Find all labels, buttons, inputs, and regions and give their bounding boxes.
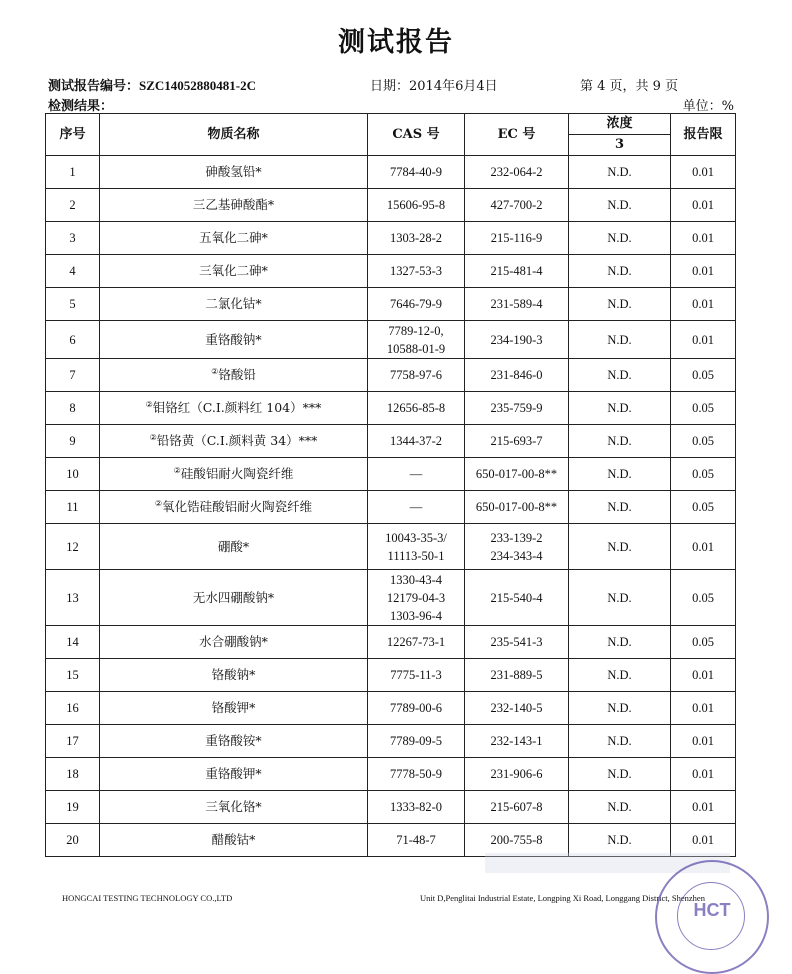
- cell-name: [100, 692, 368, 725]
- cell-ec: 427-700-2: [465, 189, 569, 222]
- cell-ec: 232-143-1: [465, 725, 569, 758]
- cell-name: [100, 222, 368, 255]
- table-row: [46, 758, 736, 791]
- cell-cas: 12656-85-8: [368, 392, 465, 425]
- cell-result: N.D.: [569, 791, 671, 824]
- cell-ec: 215-116-9: [465, 222, 569, 255]
- substance-name: 三乙基砷酸酯*: [192, 197, 275, 212]
- substance-name: 无水四硼酸钠*: [192, 589, 275, 605]
- substance-name: 砷酸氢铅*: [205, 164, 262, 179]
- company-seal: [655, 860, 769, 974]
- cell-no: 13: [46, 570, 100, 626]
- cell-limit: 0.05: [671, 626, 736, 659]
- table-row: [46, 392, 736, 425]
- substance-name: 铅铬黄（C.I.颜料黄 34）***: [156, 433, 318, 448]
- substance-name: 硼酸*: [217, 538, 250, 554]
- cell-name: [100, 425, 368, 458]
- table-row: [46, 570, 736, 626]
- cell-no: 7: [46, 359, 100, 392]
- cell-result: N.D.: [569, 570, 671, 626]
- seal-text: HCT: [693, 900, 731, 920]
- header-limit: 报告限: [671, 114, 736, 156]
- cell-result: N.D.: [569, 288, 671, 321]
- cell-ec: 231-589-4: [465, 288, 569, 321]
- table-row: [46, 156, 736, 189]
- results-meta: [48, 95, 734, 114]
- header-name: 物质名称: [100, 114, 368, 156]
- substance-name: 重铬酸铵*: [205, 733, 262, 748]
- cell-result: N.D.: [569, 359, 671, 392]
- cell-ec: 650-017-00-8**: [465, 458, 569, 491]
- cell-result: N.D.: [569, 524, 671, 570]
- substance-name: 氧化锆硅酸铝耐火陶瓷纤维: [162, 499, 313, 514]
- results-label: 检测结果：: [48, 99, 114, 114]
- cell-cas: 12267-73-1: [368, 626, 465, 659]
- cell-no: 16: [46, 692, 100, 725]
- cell-ec: 231-906-6: [465, 758, 569, 791]
- report-number: [48, 75, 256, 94]
- cell-name: [100, 359, 368, 392]
- cell-no: 11: [46, 491, 100, 524]
- cell-result: N.D.: [569, 692, 671, 725]
- results-table: [45, 113, 736, 857]
- report-number-label: 测试报告编号：: [48, 79, 140, 94]
- cell-ec: 650-017-00-8**: [465, 491, 569, 524]
- cell-name: [100, 626, 368, 659]
- substance-name: 三氧化二砷*: [199, 263, 268, 278]
- cell-ec: 215-607-8: [465, 791, 569, 824]
- footer-address: Unit D,Penglitai Industrial Estate, Longping Xi Road, Longgang District, Shenzhen: [420, 893, 705, 903]
- cell-name: [100, 392, 368, 425]
- cell-name: [100, 570, 368, 626]
- cell-cas: 7789-09-5: [368, 725, 465, 758]
- cell-no: 20: [46, 824, 100, 857]
- table-row: [46, 458, 736, 491]
- cell-cas: 7784-40-9: [368, 156, 465, 189]
- cell-ec: 234-190-3: [465, 321, 569, 359]
- cell-cas: 71-48-7: [368, 824, 465, 857]
- cell-name: [100, 156, 368, 189]
- cell-ec: 231-889-5: [465, 659, 569, 692]
- header-no: 序号: [46, 114, 100, 156]
- footer-company: HONGCAI TESTING TECHNOLOGY CO.,LTD: [62, 893, 233, 903]
- table-row: [46, 255, 736, 288]
- cell-name: [100, 725, 368, 758]
- cell-limit: 0.05: [671, 392, 736, 425]
- cell-limit: 0.01: [671, 222, 736, 255]
- cell-result: N.D.: [569, 425, 671, 458]
- table-row: [46, 425, 736, 458]
- cell-cas: 7646-79-9: [368, 288, 465, 321]
- cell-result: N.D.: [569, 458, 671, 491]
- cell-name: [100, 491, 368, 524]
- table-row: [46, 824, 736, 857]
- cell-name: [100, 791, 368, 824]
- cell-limit: 0.01: [671, 524, 736, 570]
- cell-limit: 0.05: [671, 491, 736, 524]
- cell-no: 12: [46, 524, 100, 570]
- substance-name: 三氧化铬*: [205, 799, 262, 814]
- table-row: [46, 524, 736, 570]
- cell-limit: 0.01: [671, 791, 736, 824]
- cell-limit: 0.05: [671, 570, 736, 626]
- cell-limit: 0.01: [671, 321, 736, 359]
- header-concentration: 浓度: [569, 114, 671, 135]
- cell-cas: 1303-28-2: [368, 222, 465, 255]
- cell-ec: 235-541-3: [465, 626, 569, 659]
- cell-limit: 0.05: [671, 359, 736, 392]
- cell-ec: 215-481-4: [465, 255, 569, 288]
- cell-ec: 215-693-7: [465, 425, 569, 458]
- substance-name: 重铬酸钾*: [205, 766, 262, 781]
- cell-limit: 0.01: [671, 692, 736, 725]
- report-number-value: SZC14052880481-2C: [139, 78, 257, 93]
- footnote-marker: ②: [173, 465, 181, 475]
- cell-ec: 215-540-4: [465, 570, 569, 626]
- cell-no: 8: [46, 392, 100, 425]
- cell-cas: 7758-97-6: [368, 359, 465, 392]
- cell-no: 15: [46, 659, 100, 692]
- cell-no: 10: [46, 458, 100, 491]
- cell-limit: 0.05: [671, 458, 736, 491]
- cell-no: 2: [46, 189, 100, 222]
- table-body: [46, 156, 736, 857]
- cell-name: [100, 758, 368, 791]
- cell-no: 4: [46, 255, 100, 288]
- substance-name: 水合硼酸钠*: [199, 634, 268, 649]
- table-row: [46, 692, 736, 725]
- substance-name: 铬酸铅: [218, 367, 256, 382]
- cell-name: [100, 824, 368, 857]
- cell-result: N.D.: [569, 189, 671, 222]
- cell-name: [100, 659, 368, 692]
- header-cas: CAS 号: [368, 114, 465, 156]
- footnote-marker: ②: [149, 432, 157, 442]
- cell-ec: 200-755-8: [465, 824, 569, 857]
- table-row: [46, 491, 736, 524]
- cell-no: 3: [46, 222, 100, 255]
- cell-limit: 0.01: [671, 824, 736, 857]
- cell-ec: 232-064-2: [465, 156, 569, 189]
- table-row: [46, 189, 736, 222]
- cell-result: N.D.: [569, 321, 671, 359]
- substance-name: 铬酸钠*: [211, 667, 256, 682]
- cell-limit: 0.05: [671, 425, 736, 458]
- substance-name: 重铬酸钠*: [205, 331, 262, 347]
- cell-limit: 0.01: [671, 255, 736, 288]
- cell-cas: 7778-50-9: [368, 758, 465, 791]
- cell-cas: 15606-95-8: [368, 189, 465, 222]
- substance-name: 二氯化钴*: [205, 296, 262, 311]
- cell-cas: 1327-53-3: [368, 255, 465, 288]
- cell-cas: 1333-82-0: [368, 791, 465, 824]
- cell-ec: 232-140-5: [465, 692, 569, 725]
- cell-no: 9: [46, 425, 100, 458]
- cell-no: 14: [46, 626, 100, 659]
- cell-result: N.D.: [569, 392, 671, 425]
- report-title: 测试报告: [338, 27, 454, 58]
- table-row: [46, 359, 736, 392]
- footnote-marker: ②: [154, 498, 163, 508]
- cell-no: 17: [46, 725, 100, 758]
- unit-label: 单位：%: [682, 99, 734, 114]
- cell-ec: 235-759-9: [465, 392, 569, 425]
- substance-name: 硅酸铝耐火陶瓷纤维: [180, 466, 294, 481]
- cell-cas: 1344-37-2: [368, 425, 465, 458]
- cell-no: 1: [46, 156, 100, 189]
- cell-ec: 231-846-0: [465, 359, 569, 392]
- substance-name: 铬酸钾*: [211, 700, 256, 715]
- cell-limit: 0.01: [671, 156, 736, 189]
- cell-cas: 1330-43-4 12179-04-3 1303-96-4: [368, 570, 465, 626]
- cell-name: [100, 458, 368, 491]
- table-row: [46, 288, 736, 321]
- cell-result: N.D.: [569, 222, 671, 255]
- report-date: 日期：2014年6月4日: [370, 79, 498, 94]
- cell-no: 5: [46, 288, 100, 321]
- table-row: [46, 222, 736, 255]
- cell-no: 19: [46, 791, 100, 824]
- cell-limit: 0.01: [671, 288, 736, 321]
- header-ec: EC 号: [465, 114, 569, 156]
- page-indicator: 第 4 页，共 9 页: [580, 79, 679, 94]
- table-row: [46, 791, 736, 824]
- cell-result: N.D.: [569, 491, 671, 524]
- cell-name: [100, 524, 368, 570]
- cell-no: 18: [46, 758, 100, 791]
- cell-ec: 233-139-2 234-343-4: [465, 524, 569, 570]
- cell-cas: —: [368, 491, 465, 524]
- table-row: [46, 659, 736, 692]
- cell-result: N.D.: [569, 824, 671, 857]
- cell-result: N.D.: [569, 725, 671, 758]
- cell-name: [100, 189, 368, 222]
- cell-cas: 7775-11-3: [368, 659, 465, 692]
- report-meta: [48, 75, 738, 95]
- footnote-marker: ②: [145, 399, 153, 409]
- cell-limit: 0.01: [671, 758, 736, 791]
- cell-result: N.D.: [569, 659, 671, 692]
- table-row: [46, 725, 736, 758]
- header-sample: 3: [569, 135, 671, 156]
- cell-result: N.D.: [569, 758, 671, 791]
- cell-result: N.D.: [569, 255, 671, 288]
- cell-name: [100, 288, 368, 321]
- cell-cas: 10043-35-3/ 11113-50-1: [368, 524, 465, 570]
- table-row: [46, 321, 736, 359]
- cell-name: [100, 321, 368, 359]
- footnote-marker: ②: [211, 366, 219, 376]
- cell-name: [100, 255, 368, 288]
- substance-name: 五氧化二砷*: [199, 230, 268, 245]
- substance-name: 钼铬红（C.I.颜料红 104）***: [152, 400, 322, 415]
- cell-cas: 7789-00-6: [368, 692, 465, 725]
- cell-cas: —: [368, 458, 465, 491]
- cell-limit: 0.01: [671, 189, 736, 222]
- substance-name: 醋酸钴*: [211, 832, 256, 847]
- cell-limit: 0.01: [671, 725, 736, 758]
- table-row: [46, 626, 736, 659]
- cell-result: N.D.: [569, 156, 671, 189]
- cell-limit: 0.01: [671, 659, 736, 692]
- cell-cas: 7789-12-0, 10588-01-9: [368, 321, 465, 359]
- cell-result: N.D.: [569, 626, 671, 659]
- cell-no: 6: [46, 321, 100, 359]
